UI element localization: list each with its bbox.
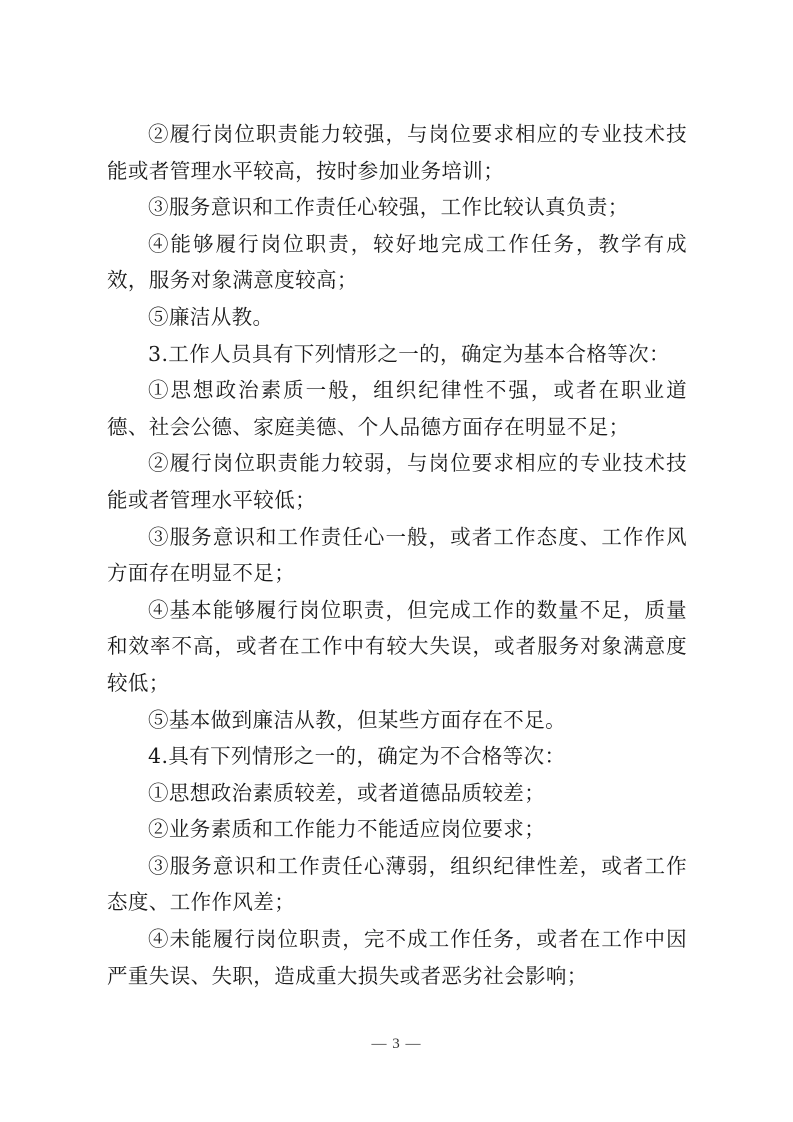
paragraph: ①思想政治素质一般，组织纪律性不强，或者在职业道德、社会公德、家庭美德、个人品德方面存在明显不足； [107, 378, 687, 439]
paragraph: ③服务意识和工作责任心较强，工作比较认真负责； [148, 195, 629, 220]
paragraph: ②履行岗位职责能力较强，与岗位要求相应的专业技术技能或者管理水平较高，按时参加业务培训； [107, 122, 687, 183]
paragraph: ②履行岗位职责能力较弱，与岗位要求相应的专业技术技能或者管理水平较低； [107, 451, 687, 512]
paragraph: ②业务素质和工作能力不能适应岗位要求； [148, 817, 546, 842]
paragraph: ⑤基本做到廉洁从教，但某些方面存在不足。 [148, 707, 566, 732]
paragraph: ④基本能够履行岗位职责，但完成工作的数量不足，质量和效率不高，或者在工作中有较大失误，或者服务对象满意度较低； [107, 597, 687, 695]
document-body [107, 116, 687, 994]
paragraph: ③服务意识和工作责任心一般，或者工作态度、工作作风方面存在明显不足； [107, 524, 687, 586]
page-number: — 3 — [371, 1036, 422, 1052]
section-heading: 4.具有下列情形之一的，确定为不合格等次： [148, 744, 566, 769]
paragraph: ⑤廉洁从教。 [148, 304, 274, 329]
paragraph: ④能够履行岗位职责，较好地完成工作任务，教学有成效，服务对象满意度较高； [107, 231, 687, 293]
paragraph: ④未能履行岗位职责，完不成工作任务，或者在工作中因严重失误、失职，造成重大损失或者恶劣社会影响； [107, 927, 687, 988]
section-heading: 3.工作人员具有下列情形之一的，确定为基本合格等次： [148, 341, 670, 366]
paragraph: ①思想政治素质较差，或者道德品质较差； [148, 780, 546, 805]
paragraph: ③服务意识和工作责任心薄弱，组织纪律性差，或者工作态度、工作作风差； [107, 853, 687, 915]
